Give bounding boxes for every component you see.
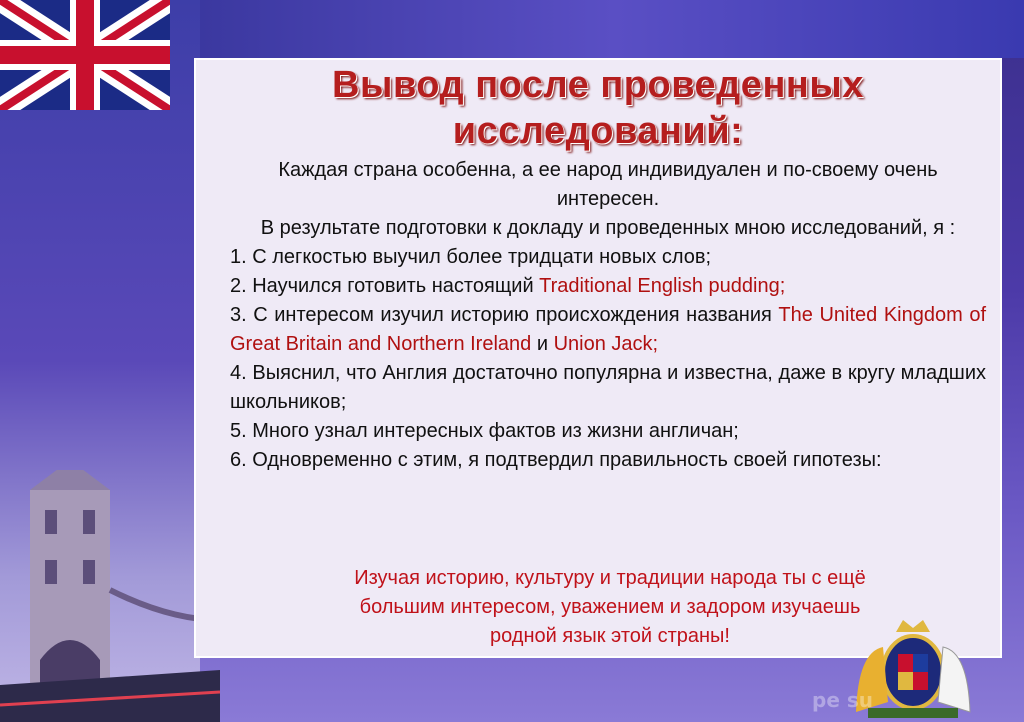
conclusion-line-3: родной язык этой страны!	[490, 625, 730, 647]
list-item-2	[230, 272, 986, 301]
item3-highlight-2: Union Jack;	[553, 333, 659, 355]
conclusion-line-1: Изучая историю, культуру и традиции народа ты с ещё	[354, 567, 866, 589]
slide-body	[230, 156, 986, 475]
item3-mid: и	[531, 333, 554, 355]
tower-bridge-image	[0, 470, 220, 722]
slide-title	[194, 62, 1002, 154]
item3-highlight-1: The United Kingdom of Great Britain and Northern Ireland	[230, 304, 987, 355]
title-line-1: Вывод после проведенных	[332, 64, 864, 106]
union-jack-flag-image	[0, 0, 170, 110]
watermark: pe su	[812, 688, 873, 712]
list-item-5: 5. Много узнал интересных фактов из жизни англичан;	[230, 420, 739, 442]
list-item-3	[230, 301, 986, 359]
item3-text: 3. С интересом изучил историю происхождения названия	[230, 304, 779, 326]
item2-highlight: Traditional English pudding;	[539, 275, 786, 297]
title-line-2: исследований:	[452, 110, 744, 152]
list-item-6: 6. Одновременно с этим, я подтвердил правильность своей гипотезы:	[230, 449, 882, 471]
list-item-4: 4. Выяснил, что Англия достаточно популярна и известна, даже в кругу младших школьников;	[230, 362, 986, 413]
conclusion-line-2: большим интересом, уважением и задором изучаешь	[359, 596, 861, 618]
intro-paragraph-2: В результате подготовки к докладу и проведенных мною исследований, я :	[260, 217, 956, 239]
list-item-1: 1. С легкостью выучил более тридцати новых слов;	[230, 246, 712, 268]
item2-text: 2. Научился готовить настоящий	[230, 275, 540, 297]
intro-paragraph-1: Каждая страна особенна, а ее народ индивидуален и по-своему очень интересен.	[278, 159, 938, 210]
